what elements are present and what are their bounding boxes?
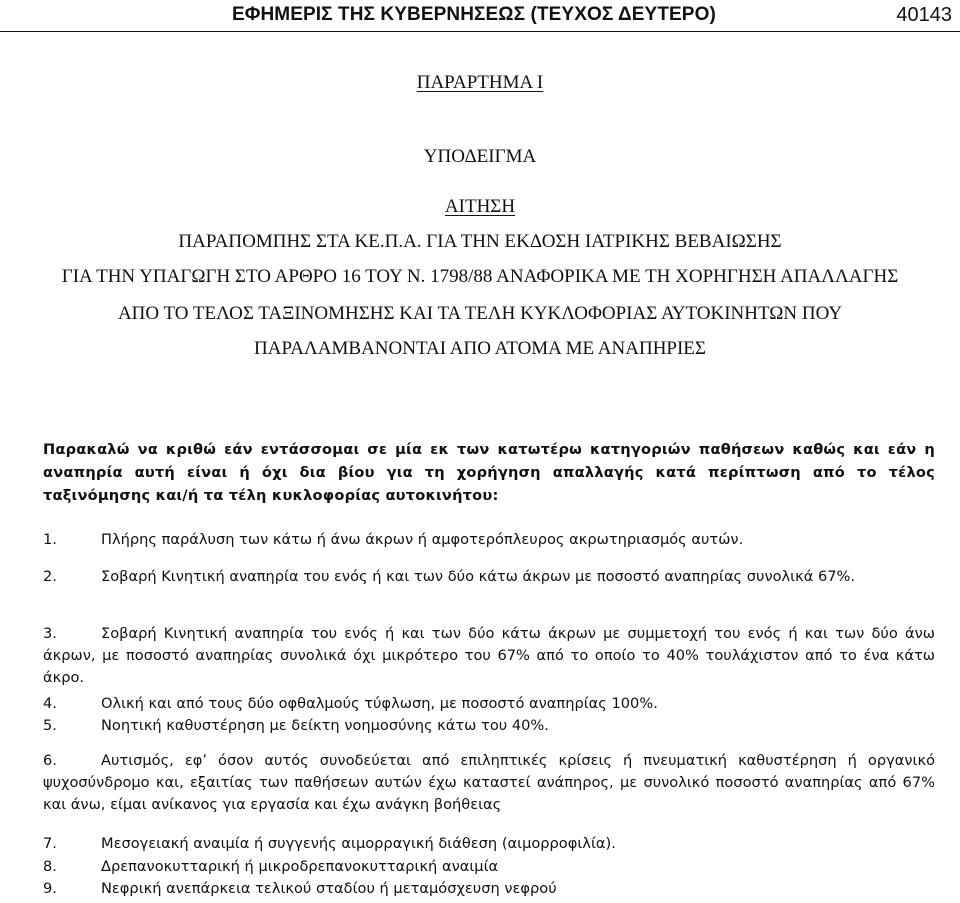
item-text: Σοβαρή Κινητική αναπηρία του ενός ή και των δύο κάτω άκρων με συμμετοχή του ενός ή και των δύο άνω άκρων, με ποσοστό αναπηρίας συνολικά όχι μικρότερο του 67% από το οποίο το 40% τουλάχιστον από το ένα κάτω άκρο. bbox=[43, 625, 935, 686]
sample-label: ΥΠΟΔΕΙΓΜΑ bbox=[423, 146, 537, 167]
list-item bbox=[43, 878, 935, 900]
item-text: Σοβαρή Κινητική αναπηρία του ενός ή και των δύο κάτω άκρων με ποσοστό αναπηρίας συνολικά 67%. bbox=[101, 568, 856, 585]
gazette-title: ΕΦΗΜΕΡΙΣ ΤΗΣ ΚΥΒΕΡΝΗΣΕΩΣ (ΤΕΥΧΟΣ ΔΕΥΤΕΡΟ) bbox=[232, 4, 716, 25]
item-text: Πλήρης παράλυση των κάτω ή άνω άκρων ή αμφοτερόπλευρος ακρωτηριασμός αυτών. bbox=[101, 531, 744, 548]
item-number: 6. bbox=[43, 752, 57, 769]
annex-title: ΠΑΡΑΡΤΗΜΑ Ι bbox=[416, 72, 544, 93]
item-number: 4. bbox=[43, 695, 57, 712]
item-number: 8. bbox=[43, 858, 57, 875]
item-number: 5. bbox=[43, 717, 57, 734]
list-item bbox=[43, 833, 935, 855]
subject-line: ΠΑΡΑΠΟΜΠΗΣ ΣΤΑ ΚΕ.Π.Α. ΓΙΑ ΤΗΝ ΕΚΔΟΣΗ ΙΑΤΡΙΚΗΣ ΒΕΒΑΙΩΣΗΣ bbox=[178, 231, 782, 252]
list-item bbox=[43, 715, 935, 737]
list-item bbox=[43, 623, 935, 689]
item-text: Αυτισμός, εφ’ όσον αυτός συνοδεύεται από επιληπτικές κρίσεις ή πνευματική καθυστέρηση ή οργανικό ψυχοσύνδρομο και, εξαιτίας των παθήσεων αυτών έχω καταστεί ανάπηρος, με συνολικό ποσοστό αναπηρίας από 67% και άνω, είμαι ανίκανος για εργασία και έχω ανάγκη βοήθειας bbox=[43, 752, 935, 813]
list-item bbox=[43, 529, 935, 551]
item-number: 1. bbox=[43, 531, 57, 548]
intro-paragraph: Παρακαλώ να κριθώ εάν εντάσσομαι σε μία εκ των κατωτέρω κατηγοριών παθήσεων καθώς και εάν η αναπηρία αυτή είναι ή όχι δια βίου για τη χορήγηση απαλλαγής κατά περίπτωση από το τέλος ταξινόμησης και/ή τα τέλη κυκλοφορίας αυτοκινήτου: bbox=[43, 441, 935, 504]
item-number: 3. bbox=[43, 625, 57, 642]
item-text: Ολική και από τους δύο οφθαλμούς τύφλωση, με ποσοστό αναπηρίας 100%. bbox=[101, 695, 658, 712]
list-item bbox=[43, 566, 935, 588]
list-item bbox=[43, 693, 935, 715]
subject-line: ΓΙΑ ΤΗΝ ΥΠΑΓΩΓΗ ΣΤΟ ΑΡΘΡΟ 16 ΤΟΥ Ν. 1798/88 ΑΝΑΦΟΡΙΚΑ ΜΕ ΤΗ ΧΟΡΗΓΗΣΗ ΑΠΑΛΛΑΓΗΣ bbox=[61, 266, 899, 287]
subject-line: ΠΑΡΑΛΑΜΒΑΝΟΝΤΑΙ ΑΠΟ ΑΤΟΜΑ ΜΕ ΑΝΑΠΗΡΙΕΣ bbox=[254, 338, 706, 359]
item-text: Δρεπανοκυτταρική ή μικροδρεπανοκυτταρική αναιμία bbox=[101, 858, 499, 875]
page-header bbox=[0, 0, 960, 34]
item-text: Νοητική καθυστέρηση με δείκτη νοημοσύνης κάτω του 40%. bbox=[101, 717, 549, 734]
page-number: 40143 bbox=[896, 4, 952, 26]
item-text: Μεσογειακή αναιμία ή συγγενής αιμορραγική διάθεση (αιμορροφιλία). bbox=[101, 835, 616, 852]
item-number: 9. bbox=[43, 880, 57, 897]
list-item bbox=[43, 856, 935, 878]
application-label: ΑΙΤΗΣΗ bbox=[444, 196, 516, 217]
item-number: 7. bbox=[43, 835, 57, 852]
header-divider bbox=[0, 31, 960, 32]
item-text: Νεφρική ανεπάρκεια τελικού σταδίου ή μεταμόσχευση νεφρού bbox=[101, 880, 557, 897]
subject-line: ΑΠΟ ΤΟ ΤΕΛΟΣ ΤΑΞΙΝΟΜΗΣΗΣ ΚΑΙ ΤΑ ΤΕΛΗ ΚΥΚΛΟΦΟΡΙΑΣ ΑΥΤΟΚΙΝΗΤΩΝ ΠΟΥ bbox=[117, 303, 843, 324]
item-number: 2. bbox=[43, 568, 57, 585]
list-item bbox=[43, 750, 935, 816]
